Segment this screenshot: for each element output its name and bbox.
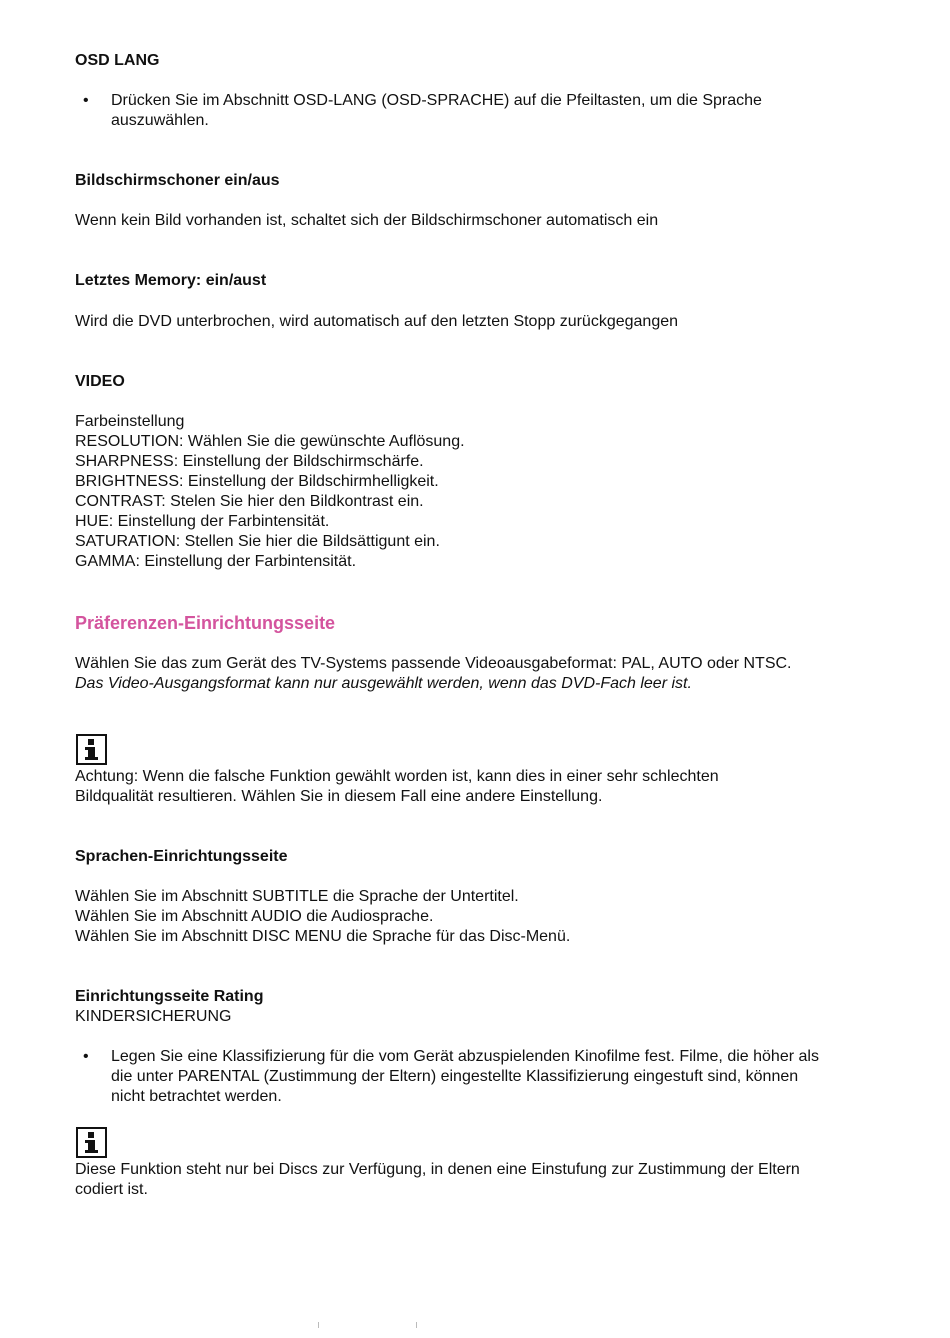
rating-subheading: KINDERSICHERUNG: [75, 1008, 232, 1025]
video-line: SATURATION: Stellen Sie hier die Bildsättigunt ein.: [75, 533, 440, 550]
language-line: Wählen Sie im Abschnitt AUDIO die Audiosprache.: [75, 908, 434, 925]
page-mark: [416, 1322, 417, 1328]
video-line: GAMMA: Einstellung der Farbintensität.: [75, 553, 357, 570]
memory-heading: Letztes Memory: ein/aust: [75, 272, 267, 289]
video-line: RESOLUTION: Wählen Sie die gewünschte Auflösung.: [75, 433, 465, 450]
video-line: HUE: Einstellung der Farbintensität.: [75, 513, 330, 530]
bullet-symbol: •: [83, 1048, 89, 1065]
preferences-heading: Präferenzen-Einrichtungsseite: [75, 613, 336, 633]
video-line: Farbeinstellung: [75, 413, 185, 430]
rating-heading: Einrichtungsseite Rating: [75, 988, 264, 1005]
screensaver-heading: Bildschirmschoner ein/aus: [75, 172, 280, 189]
preferences-italic-note: Das Video-Ausgangsformat kann nur ausgewählt werden, wenn das DVD-Fach leer ist.: [75, 675, 692, 692]
language-settings-list: [75, 887, 850, 947]
screensaver-text: Wenn kein Bild vorhanden ist, schaltet sich der Bildschirmschoner automatisch ein: [75, 212, 659, 229]
language-line: Wählen Sie im Abschnitt SUBTITLE die Sprache der Untertitel.: [75, 888, 519, 905]
preferences-text: Wählen Sie das zum Gerät des TV-Systems passende Videoausgabeformat: PAL, AUTO oder NTSC.: [75, 655, 792, 672]
video-line: SHARPNESS: Einstellung der Bildschirmschärfe.: [75, 453, 424, 470]
osd-lang-heading: OSD LANG: [75, 52, 160, 69]
video-heading: VIDEO: [75, 373, 125, 390]
rating-bullet-text: Legen Sie eine Klassifizierung für die vom Gerät abzuspielenden Kinofilme fest. Filme, die höher als die unter PARENTAL (Zustimmung der Eltern) eingestellte Klassifizierung eingestuft sind, können nicht betrachtet werden.: [111, 1048, 819, 1105]
info-icon: [76, 1127, 107, 1158]
video-line: BRIGHTNESS: Einstellung der Bildschirmhelligkeit.: [75, 473, 439, 490]
language-line: Wählen Sie im Abschnitt DISC MENU die Sprache für das Disc-Menü.: [75, 928, 571, 945]
page-mark: [318, 1322, 319, 1328]
video-line: CONTRAST: Stelen Sie hier den Bildkontrast ein.: [75, 493, 424, 510]
preferences-warning-note: Achtung: Wenn die falsche Funktion gewählt worden ist, kann dies in einer sehr schlechten Bildqualität resultieren. Wählen Sie in diesem Fall eine andere Einstellung.: [75, 768, 719, 805]
info-icon: [76, 734, 107, 765]
video-settings-list: [75, 412, 850, 572]
bullet-symbol: •: [83, 92, 89, 109]
rating-info-note: Diese Funktion steht nur bei Discs zur Verfügung, in denen eine Einstufung zur Zustimmung der Eltern codiert ist.: [75, 1161, 800, 1198]
memory-text: Wird die DVD unterbrochen, wird automatisch auf den letzten Stopp zurückgegangen: [75, 313, 679, 330]
language-heading: Sprachen-Einrichtungsseite: [75, 848, 288, 865]
osd-lang-bullet-text: Drücken Sie im Abschnitt OSD-LANG (OSD-SPRACHE) auf die Pfeiltasten, um die Sprache auszuwählen.: [111, 92, 762, 129]
